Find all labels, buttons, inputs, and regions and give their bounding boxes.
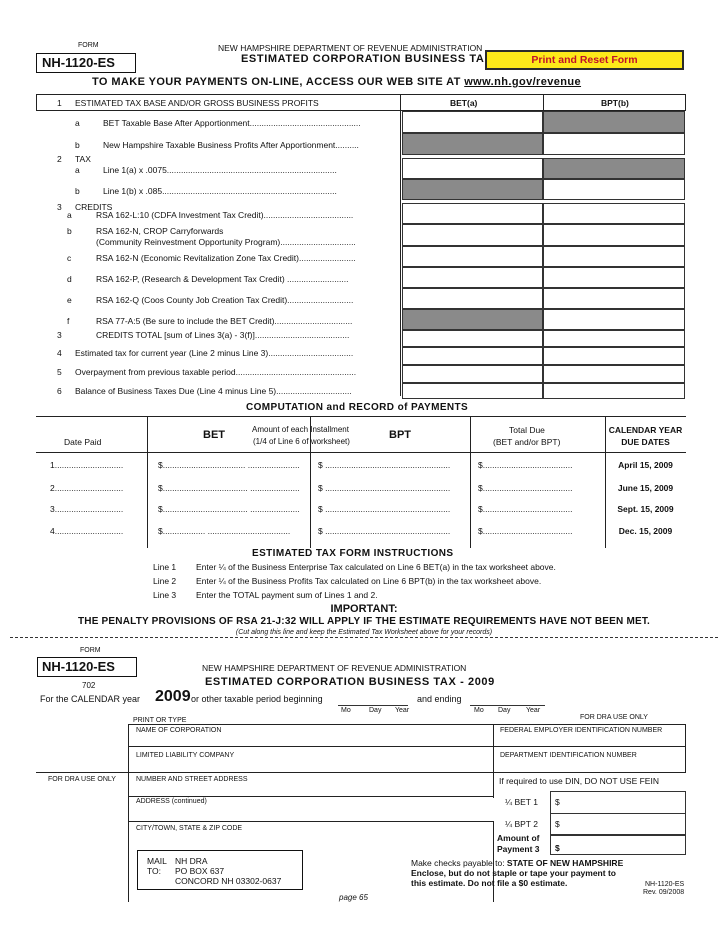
payment-4-total[interactable]: $...................................... [478,526,573,536]
checks-payable-prefix: Make checks payable to: [411,858,507,868]
quarter-bpt-input[interactable] [550,813,686,835]
line-3d-bet-input[interactable] [402,267,543,288]
instruction-line-1-label: Line 1 [153,562,177,572]
voucher-title: ESTIMATED CORPORATION BUSINESS TAX - 2009 [205,676,495,688]
line-3-label: CREDITS [75,202,113,212]
period-ending-field[interactable] [470,705,545,706]
line-3b-label: RSA 162-N, CROP Carryforwards [96,226,224,236]
payment-2-bpt[interactable]: $ ..................................................... [318,483,451,493]
penalty-notice: THE PENALTY PROVISIONS OF RSA 21-J:32 WILL APPLY IF THE ESTIMATE REQUIREMENTS HAVE NOT BEEN MET. [77,616,651,627]
calendar-year-header: CALENDAR YEAR [608,425,683,435]
revenue-website-link[interactable]: www.nh.gov/revenue [464,76,582,88]
bet-header: BET [203,429,225,441]
voucher-code: 702 [82,681,96,690]
mail-label: MAIL [147,856,167,866]
line-3c-bpt-input[interactable] [543,246,685,267]
llc-label: LIMITED LIABILITY COMPANY [136,752,235,759]
line-5-bpt-input[interactable] [543,365,685,383]
line-3d-label: RSA 162-P, (Research & Development Tax Credit) .......................... [96,274,349,284]
line-3e-letter: e [67,295,72,305]
line-3-total-bpt-input[interactable] [543,330,685,347]
line-6-number: 6 [57,386,62,396]
payment-1-bpt[interactable]: $ ..................................................... [318,460,451,470]
form-reference: NH-1120-ES [645,881,685,888]
line-4-number: 4 [57,348,62,358]
payment-3-bet[interactable]: $.................................... ..................... [158,504,300,514]
checks-instruction-2: this estimate. Do not file a $0 estimate. [411,878,568,888]
cut-line [10,637,718,638]
line-3b-bpt-input[interactable] [543,224,685,246]
checks-payable [411,858,623,868]
city-state-zip-label: CITY/TOWN, STATE & ZIP CODE [136,825,243,832]
instruction-line-3-text: Enter the TOTAL payment sum of Lines 1 and 2. [196,590,378,600]
line-3b-label-cont: (Community Reinvestment Opportunity Program)................................ [96,237,356,247]
instructions-heading: ESTIMATED TAX FORM INSTRUCTIONS [252,548,454,559]
quarter-bpt-dollar: $ [555,819,560,829]
quarter-bet-label: ¼ BET 1 [505,797,538,807]
line-3c-label: RSA 162-N (Economic Revitalization Zone Tax Credit)........................ [96,253,356,263]
line-3d-letter: d [67,274,72,284]
line-1b-bet-shaded [402,133,543,155]
period-beginning-field[interactable] [338,705,408,706]
to-label: TO: [147,866,162,876]
line-3e-label: RSA 162-Q (Coos County Job Creation Tax Credit)............................ [96,295,354,305]
cut-note [0,629,728,636]
line-2b-letter: b [75,186,80,196]
due-date-3: Sept. 15, 2009 [617,504,674,514]
line-3a-letter: a [67,210,72,220]
begin-mo-label: Mo [341,707,351,714]
amount-of-payment-label-2: Payment 3 [497,844,540,854]
due-date-2: June 15, 2009 [617,483,674,493]
line-4-bpt-input[interactable] [543,347,685,365]
end-day-label: Day [498,707,511,714]
line-3a-bet-input[interactable] [402,203,543,224]
payment-1-bet[interactable]: $................................... ...................... [158,460,300,470]
line-2a-letter: a [75,165,80,175]
payment-3-total[interactable]: $...................................... [478,504,573,514]
cut-note-text: (Cut along this line and keep the Estimated Tax Worksheet above for your records) [233,629,495,636]
due-date-1: April 15, 2009 [618,460,673,470]
voucher-form-number: NH-1120-ES [42,659,115,674]
due-date-4: Dec. 15, 2009 [618,526,673,536]
line-1b-bpt-input[interactable] [543,133,685,155]
line-6-label: Balance of Business Taxes Due (Line 4 minus Line 5)................................ [75,386,352,396]
revision-date: Rev. 09/2008 [643,889,685,896]
line-1a-bet-input[interactable] [402,111,543,133]
bpt-header: BPT [389,429,411,441]
installment-subheader: (1/4 of Line 6 of worksheet) [253,437,350,446]
line-6-bet-input[interactable] [402,383,543,399]
line-3a-bpt-input[interactable] [543,203,685,224]
amount-of-payment-label: Amount of [497,833,540,843]
end-year-label: Year [526,707,541,714]
column-bet-header: BET(a) [450,98,478,108]
form-label: FORM [78,42,99,49]
calendar-year-label: For the CALENDAR year [40,694,141,704]
begin-day-label: Day [369,707,382,714]
dra-use-only-top: FOR DRA USE ONLY [580,714,648,721]
instruction-line-2-text: Enter ¼ of the Business Profits Tax calculated on Line 6 BPT(b) in the tax worksheet above. [196,576,542,586]
line-3c-letter: c [67,253,72,263]
end-mo-label: Mo [474,707,484,714]
line-3f-label: RSA 77-A:5 (Be sure to include the BET Credit)................................. [96,316,353,326]
line-2-label: TAX [75,154,91,164]
line-3f-bet-shaded [402,309,543,330]
line-4-bet-input[interactable] [402,347,543,365]
mail-to-line-1: NH DRA [175,856,208,866]
line-2a-label: Line 1(a) x .0075........................................................................ [103,165,337,175]
line-5-bet-input[interactable] [402,365,543,383]
date-paid-header: Date Paid [64,437,102,447]
voucher-form-label: FORM [80,647,101,654]
din-fein-note: If required to use DIN, DO NOT USE FEIN [499,776,659,786]
checks-payable-name: STATE OF NEW HAMPSHIRE [506,858,624,868]
street-address-label: NUMBER AND STREET ADDRESS [136,776,248,783]
line-3-total-bet-input[interactable] [402,330,543,347]
line-3f-letter: f [67,316,70,326]
payments-heading: COMPUTATION and RECORD of PAYMENTS [246,402,469,413]
column-bpt-header: BPT(b) [601,98,629,108]
line-3d-bpt-input[interactable] [543,267,685,288]
payment-1-total[interactable]: $...................................... [478,460,573,470]
page-number: page 65 [339,893,368,902]
payment-4-bpt[interactable]: $ ..................................................... [318,526,451,536]
line-1a-letter: a [75,118,80,128]
period-beginning-label: or other taxable period beginning [191,694,323,704]
line-6-bpt-input[interactable] [543,383,685,399]
mail-to-line-2: PO BOX 637 [175,866,225,876]
total-due-subheader: (BET and/or BPT) [493,437,561,447]
line-1b-letter: b [75,140,80,150]
line-2-number: 2 [57,154,62,164]
online-notice-text: TO MAKE YOUR PAYMENTS ON-LINE, ACCESS OUR WEB SITE AT [92,76,465,88]
line-3-total-label: CREDITS TOTAL [sum of Lines 3(a) - 3(f)]........................................ [96,330,350,340]
payment-2-bet[interactable]: $.................................... ..................... [158,483,300,493]
form-number: NH-1120-ES [42,55,115,70]
line-3e-bpt-input[interactable] [543,288,685,309]
important-heading: IMPORTANT: [330,603,398,615]
line-3a-label: RSA 162-L:10 (CDFA Investment Tax Credit)...................................... [96,210,354,220]
line-1-number: 1 [57,98,62,108]
payment-3-date[interactable]: 3............................. [50,504,124,514]
amount-of-payment-dollar: $ [555,843,560,853]
total-due-header: Total Due [509,425,545,435]
line-1a-label: BET Taxable Base After Apportionment............................................... [103,118,361,128]
line-2b-bet-shaded [402,179,543,200]
department-name: NEW HAMPSHIRE DEPARTMENT OF REVENUE ADMINISTRATION [218,43,483,53]
line-5-number: 5 [57,367,62,377]
payment-1-date[interactable]: 1............................. [50,460,124,470]
begin-year-label: Year [395,707,410,714]
payment-4-date[interactable]: 4............................. [50,526,124,536]
payment-4-bet[interactable]: $.................. ................................... [158,526,291,536]
line-1-label: ESTIMATED TAX BASE AND/OR GROSS BUSINESS PROFITS [75,98,319,108]
instruction-line-2-label: Line 2 [153,576,177,586]
line-3b-letter: b [67,226,72,236]
line-1a-bpt-shaded [543,111,685,133]
line-3-total-number: 3 [57,330,62,340]
fein-label: FEDERAL EMPLOYER IDENTIFICATION NUMBER [500,727,663,734]
line-2a-bet-input[interactable] [402,158,543,179]
print-or-type-label: PRINT OR TYPE [133,717,187,724]
address-continued-label: ADDRESS (continued) [136,798,207,805]
line-2a-bpt-shaded [543,158,685,179]
print-reset-button[interactable]: Print and Reset Form [485,50,684,70]
line-3e-bet-input[interactable] [402,288,543,309]
quarter-bet-input[interactable] [550,791,686,814]
line-3b-bet-input[interactable] [402,224,543,246]
line-3c-bet-input[interactable] [402,246,543,267]
checks-instruction-1: Enclose, but do not staple or tape your payment to [411,868,616,878]
amount-of-payment-input[interactable] [550,835,686,855]
period-ending-label: and ending [417,694,462,704]
quarter-bet-dollar: $ [555,797,560,807]
instruction-line-1-text: Enter ¼ of the Business Enterprise Tax calculated on Line 6 BET(a) in the tax worksheet above. [196,562,556,572]
line-3-number: 3 [57,202,62,212]
dra-use-only-left: FOR DRA USE ONLY [48,776,116,783]
line-5-label: Overpayment from previous taxable period................................................... [75,367,357,377]
name-of-corporation-label: NAME OF CORPORATION [136,727,222,734]
form-title: ESTIMATED CORPORATION BUSINESS TA [241,53,485,65]
line-2b-bpt-input[interactable] [543,179,685,200]
line-1b-label: New Hampshire Taxable Business Profits After Apportionment.......... [103,140,359,150]
payment-3-bpt[interactable]: $ ..................................................... [318,504,451,514]
mail-to-line-3: CONCORD NH 03302-0637 [175,876,282,886]
voucher-department: NEW HAMPSHIRE DEPARTMENT OF REVENUE ADMINISTRATION [202,663,467,673]
payment-2-date[interactable]: 2............................. [50,483,124,493]
instruction-line-3-label: Line 3 [153,590,177,600]
din-label: DEPARTMENT IDENTIFICATION NUMBER [500,752,637,759]
calendar-year: 2009 [155,688,191,705]
due-dates-header: DUE DATES [621,437,670,447]
online-notice [92,76,581,88]
line-4-label: Estimated tax for current year (Line 2 minus Line 3).................................... [75,348,354,358]
payment-2-total[interactable]: $...................................... [478,483,573,493]
line-3f-bpt-input[interactable] [543,309,685,330]
line-2b-label: Line 1(b) x .085.......................................................................... [103,186,337,196]
quarter-bpt-label: ¼ BPT 2 [505,819,538,829]
installment-header: Amount of each Installment [252,425,349,434]
